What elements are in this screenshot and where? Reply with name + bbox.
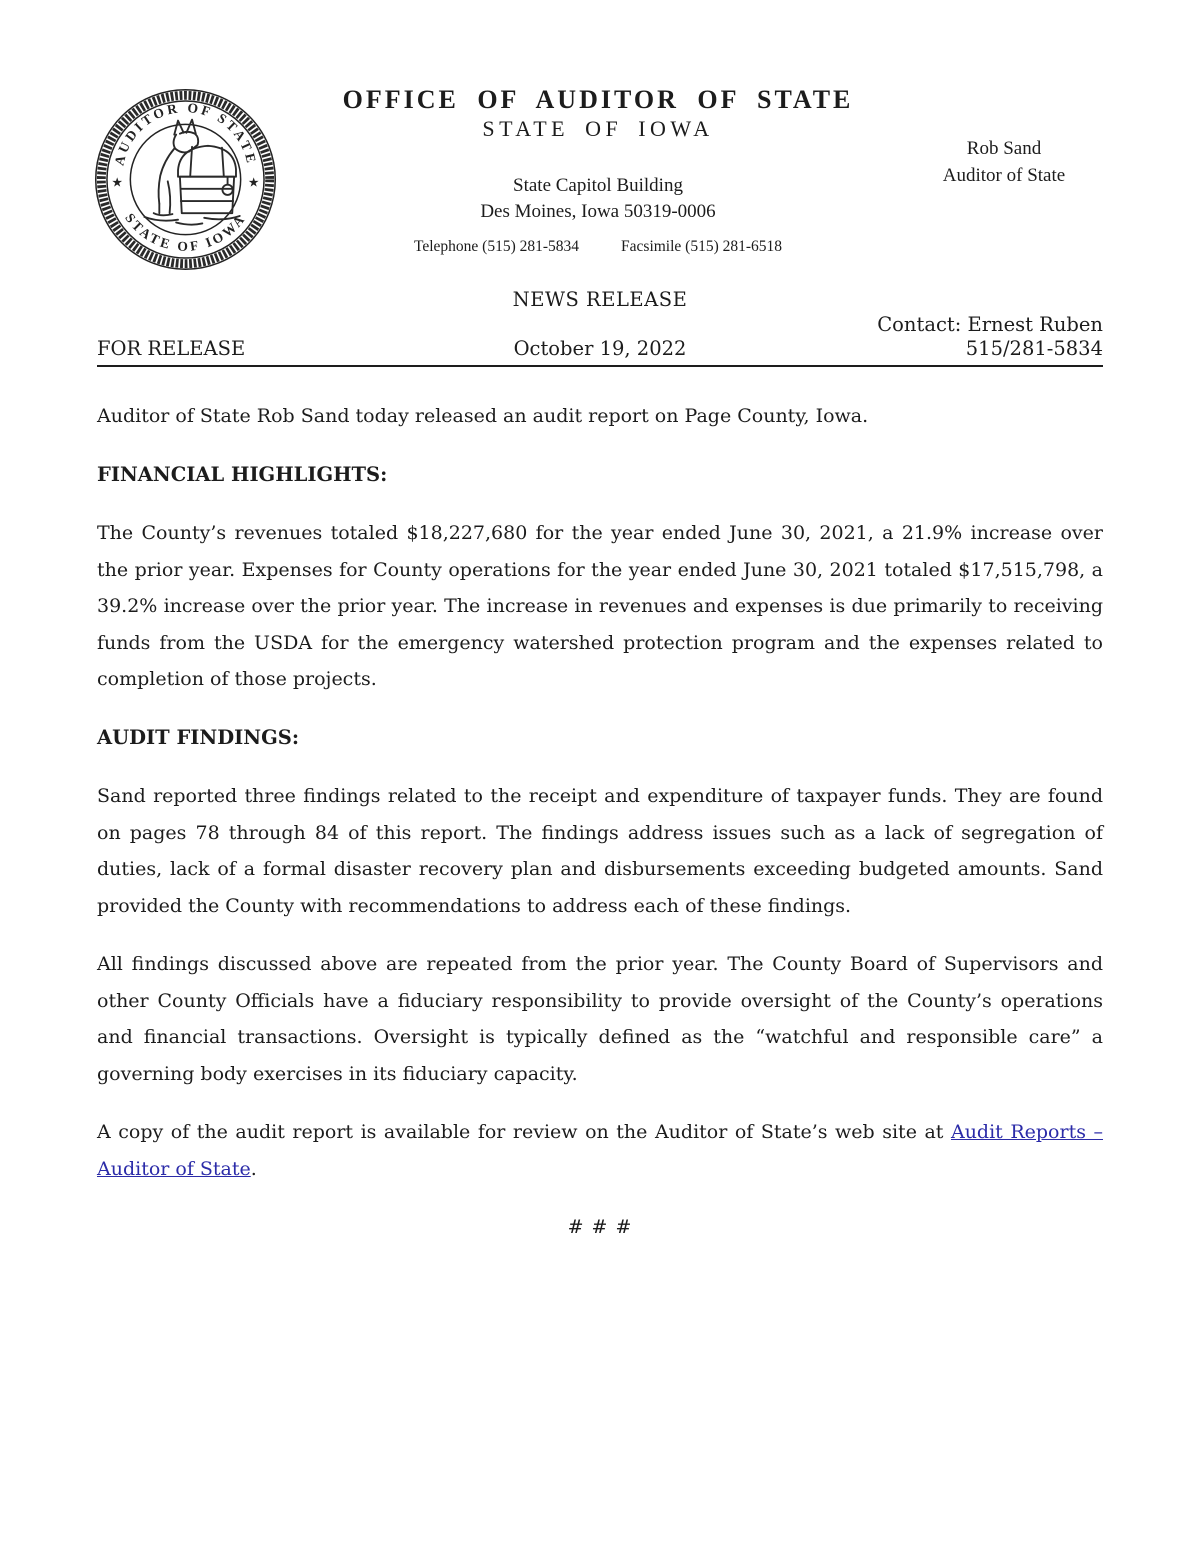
phone-fax-line (248, 237, 948, 257)
audit-findings-paragraph-1: Sand reported three findings related to the receipt and expenditure of taxpayer funds. They are found on pages 78 through 84 of this report. The findings address issues such as a lack of segregation of duties, lack of a formal disaster recovery plan and disbursements exceeding budgeted amounts. Sand provided the County with recommendations to address each of these findings. (97, 785, 1103, 917)
letterhead-center-block (248, 86, 948, 257)
closing-text: A copy of the audit report is available for review on the Auditor of State’s web site at (97, 1121, 951, 1143)
seal-rope-ring (101, 95, 269, 263)
seal-arc-bottom-text: STATE OF IOWA (122, 210, 249, 254)
address-city: Des Moines, Iowa 50319-0006 (480, 201, 716, 222)
seal-arc-top-text: AUDITOR OF STATE (111, 99, 260, 167)
release-info-row (97, 337, 1103, 367)
for-release-label: FOR RELEASE (97, 337, 246, 360)
audit-reports-link[interactable]: Audit Reports – Auditor of State (97, 1121, 1103, 1180)
official-name-block (879, 135, 1129, 189)
news-release-label: NEWS RELEASE (512, 288, 688, 311)
audit-findings-paragraph-2: All findings discussed above are repeated from the prior year. The County Board of Supervisors and other County Officials have a fiduciary responsibility to provide oversight of the County’s operations and financial transactions. Oversight is typically defined as the “watchful and responsible care” a governing body exercises in its fiduciary capacity. (97, 953, 1103, 1085)
release-date: October 19, 2022 (513, 337, 687, 360)
seal-right-star-icon: ★ (248, 177, 259, 190)
closing-paragraph (97, 1114, 1103, 1187)
seal-left-star-icon: ★ (112, 177, 123, 190)
official-name: Rob Sand (966, 138, 1042, 159)
telephone-number: Telephone (515) 281-5834 (413, 238, 580, 255)
seal-dog-and-chest-icon (144, 120, 239, 225)
address-building: State Capitol Building (513, 175, 683, 196)
end-mark: # # # (567, 1216, 633, 1238)
financial-highlights-paragraph: The County’s revenues totaled $18,227,680 for the year ended June 30, 2021, a 21.9% increase over the prior year. Expenses for County operations for the year ended June 30, 2021 totaled $17,515,798, a 39.2% increase over the prior year. The increase in revenues and expenses is due primarily to receiving funds from the USDA for the emergency watershed protection program and the expenses related to completion of those projects. (97, 522, 1103, 690)
office-title: OFFICE OF AUDITOR OF STATE (342, 85, 854, 114)
financial-highlights-heading: FINANCIAL HIGHLIGHTS: (97, 462, 388, 486)
official-title: Auditor of State (942, 165, 1066, 186)
contact-line: Contact: Ernest Ruben (877, 313, 1103, 336)
document-body (97, 398, 1103, 1268)
closing-period: . (250, 1157, 257, 1180)
state-title: STATE OF IOWA (482, 116, 714, 141)
contact-phone: 515/281-5834 (965, 337, 1103, 360)
audit-findings-heading: AUDIT FINDINGS: (97, 725, 300, 749)
facsimile-number: Facsimile (515) 281-6518 (621, 238, 783, 255)
intro-paragraph: Auditor of State Rob Sand today released an audit report on Page County, Iowa. (97, 405, 869, 427)
release-header (97, 288, 1103, 367)
